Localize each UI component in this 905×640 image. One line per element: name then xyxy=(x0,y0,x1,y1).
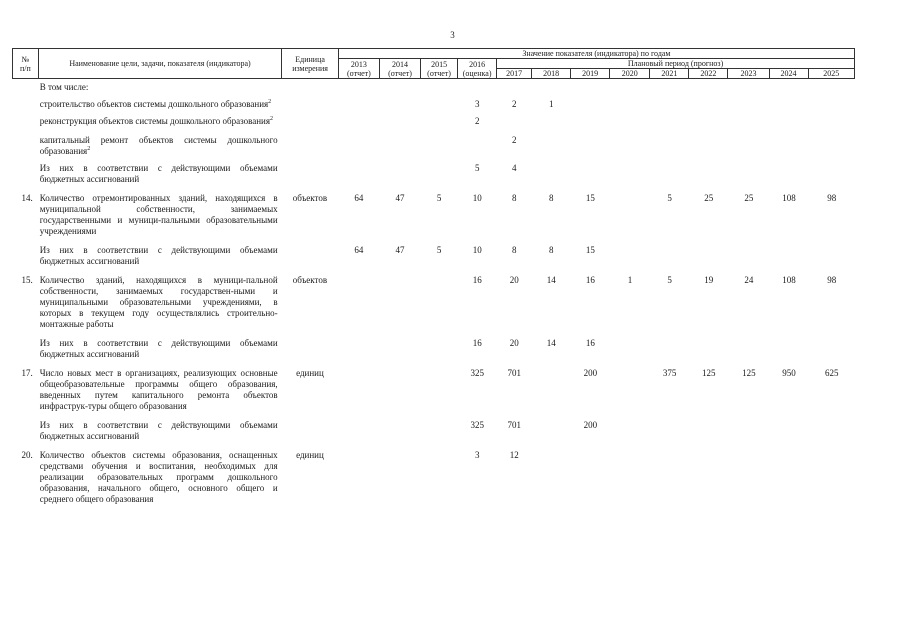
indicator-value xyxy=(728,412,769,442)
indicator-value xyxy=(338,93,379,110)
indicator-value xyxy=(770,157,809,185)
indicator-value xyxy=(770,93,809,110)
indicator-value: 1 xyxy=(627,275,633,285)
indicator-name: Количество отремонтированных зданий, находящихся в муниципальной собственности, занимаемых государственными и муници-пальными образовательными учреждениями xyxy=(39,193,278,236)
unit: единиц xyxy=(296,450,324,460)
indicator-value xyxy=(610,110,650,127)
indicator-value xyxy=(458,82,497,93)
header-plan-title: Плановый период (прогноз) xyxy=(497,59,855,69)
indicator-value xyxy=(770,412,809,442)
indicator-value xyxy=(610,82,650,93)
row-number xyxy=(12,93,38,110)
header-plan-year: 2022 xyxy=(689,69,728,79)
indicator-value: 14 xyxy=(546,275,556,285)
indicator-value xyxy=(770,442,809,505)
indicator-value: 3 xyxy=(474,450,480,460)
unit xyxy=(282,93,339,110)
header-name: Наименование цели, задачи, показателя (индикатора) xyxy=(38,49,282,79)
indicator-name: реконструкция объектов системы дошкольного образования$^2$ xyxy=(39,116,273,126)
indicator-value: 5 xyxy=(474,163,480,173)
indicator-value xyxy=(689,237,728,267)
indicator-value xyxy=(610,93,650,110)
indicator-value xyxy=(650,93,689,110)
header-year: 2015 (отчет) xyxy=(421,59,458,79)
indicator-value xyxy=(532,442,571,505)
header-num: № п/п xyxy=(13,49,39,79)
indicator-value xyxy=(532,127,571,157)
indicator-value xyxy=(689,127,728,157)
header-unit: Единица измерения xyxy=(282,49,339,79)
indicator-value: 108 xyxy=(782,275,796,285)
unit xyxy=(282,110,339,127)
indicator-value xyxy=(497,82,532,93)
indicator-value: 325 xyxy=(470,420,484,430)
indicator-value xyxy=(458,127,497,157)
indicator-value: 10 xyxy=(472,245,482,255)
indicator-value xyxy=(532,412,571,442)
indicator-value xyxy=(338,127,379,157)
table-row xyxy=(12,360,855,412)
indicator-value xyxy=(421,412,458,442)
indicator-value: 25 xyxy=(744,193,754,203)
indicator-value xyxy=(728,93,769,110)
indicator-value xyxy=(689,93,728,110)
indicator-name: капитальный ремонт объектов системы дошкольного образования$^2$ xyxy=(39,135,278,156)
indicator-value xyxy=(379,442,420,505)
indicator-value xyxy=(610,157,650,185)
table-row xyxy=(12,237,855,267)
indicator-value xyxy=(532,360,571,412)
indicator-value: 2 xyxy=(512,135,517,145)
indicator-value: 375 xyxy=(662,368,677,378)
indicator-value xyxy=(650,110,689,127)
indicator-value xyxy=(809,330,855,360)
indicator-value xyxy=(770,82,809,93)
indicator-value: 10 xyxy=(472,193,482,203)
unit: единиц xyxy=(296,368,324,378)
indicator-value xyxy=(532,82,571,93)
indicator-value xyxy=(770,237,809,267)
indicator-value: 1 xyxy=(549,99,554,109)
indicator-value: 98 xyxy=(827,275,837,285)
indicator-value xyxy=(379,110,420,127)
indicator-value xyxy=(689,412,728,442)
header-plan-year: 2018 xyxy=(532,69,571,79)
indicator-value xyxy=(728,127,769,157)
row-number xyxy=(12,110,38,127)
header-plan-year: 2025 xyxy=(808,69,854,79)
header-plan-year: 2020 xyxy=(610,69,650,79)
indicator-value xyxy=(338,82,379,93)
indicator-name: строительство объектов системы дошкольного образования$^2$ xyxy=(39,99,272,109)
table-row xyxy=(12,442,855,505)
indicator-value: 950 xyxy=(782,368,796,378)
indicator-value xyxy=(650,330,689,360)
unit xyxy=(282,82,339,93)
indicator-value xyxy=(379,360,420,412)
header-plan-year: 2017 xyxy=(497,69,532,79)
row-number: 15. xyxy=(21,275,33,285)
indicator-value xyxy=(809,93,855,110)
unit xyxy=(282,237,339,267)
indicator-value xyxy=(379,157,420,185)
indicator-name: Из них в соответствии с действующими объемами бюджетных ассигнований xyxy=(39,245,278,266)
header-plan-year: 2021 xyxy=(650,69,689,79)
unit xyxy=(282,157,339,185)
indicator-value xyxy=(571,93,610,110)
indicator-value: 108 xyxy=(782,193,796,203)
indicator-value xyxy=(610,237,650,267)
indicator-value xyxy=(338,412,379,442)
indicator-value xyxy=(338,330,379,360)
indicator-value: 20 xyxy=(509,275,519,285)
indicators-table xyxy=(12,82,855,505)
indicator-name: Число новых мест в организациях, реализующих основные общеобразовательные программы общего образования, введенных путем капитального ремонта объектов инфраструк-туры общего образования xyxy=(39,368,278,411)
indicator-value xyxy=(650,127,689,157)
indicator-value: 125 xyxy=(702,368,716,378)
indicator-value xyxy=(379,93,420,110)
indicator-name: Количество объектов системы образования, оснащенных средствами обучения и воспитания, необходимых для реализации образовательных программ дошкольного образования, начального общего, основного общего и среднего общего образования xyxy=(39,450,278,504)
indicator-value xyxy=(728,330,769,360)
table-row xyxy=(12,330,855,360)
footnote-mark: 2 xyxy=(268,99,272,105)
indicator-value xyxy=(689,330,728,360)
indicator-value xyxy=(809,442,855,505)
indicator-value xyxy=(728,157,769,185)
indicator-value: 3 xyxy=(474,99,480,109)
indicator-value: 200 xyxy=(583,420,598,430)
indicator-value xyxy=(689,110,728,127)
indicator-value xyxy=(421,360,458,412)
row-number: 20. xyxy=(21,450,33,460)
footnote-mark: 2 xyxy=(269,116,273,122)
indicator-value xyxy=(571,442,610,505)
indicator-value: 325 xyxy=(470,368,484,378)
indicator-value xyxy=(571,110,610,127)
indicator-value: 5 xyxy=(667,275,672,285)
indicator-value: 47 xyxy=(395,245,405,255)
unit xyxy=(282,127,339,157)
table-row xyxy=(12,412,855,442)
indicator-value: 8 xyxy=(549,245,554,255)
indicator-value: 625 xyxy=(825,368,839,378)
indicator-value: 701 xyxy=(507,368,521,378)
indicator-value: 8 xyxy=(549,193,554,203)
indicator-value: 4 xyxy=(512,163,517,173)
indicator-value: 200 xyxy=(583,368,598,378)
indicator-value xyxy=(809,157,855,185)
table-header xyxy=(12,48,855,79)
indicator-value xyxy=(421,127,458,157)
indicator-value xyxy=(809,110,855,127)
indicator-value xyxy=(610,360,650,412)
table-row xyxy=(12,93,855,110)
unit: объектов xyxy=(292,275,328,285)
indicator-value xyxy=(379,412,420,442)
indicator-value: 64 xyxy=(354,193,364,203)
indicator-value: 24 xyxy=(744,275,754,285)
indicator-value: 47 xyxy=(395,193,405,203)
table-row xyxy=(12,82,855,93)
header-values-title: Значение показателя (индикатора) по годам xyxy=(338,49,854,59)
table-row xyxy=(12,110,855,127)
indicator-value xyxy=(728,110,769,127)
indicator-value: 12 xyxy=(509,450,519,460)
indicator-value xyxy=(571,127,610,157)
indicator-name: Из них в соответствии с действующими объемами бюджетных ассигнований xyxy=(39,420,278,441)
indicator-value xyxy=(689,442,728,505)
indicator-value xyxy=(770,127,809,157)
indicator-value xyxy=(379,82,420,93)
indicator-value xyxy=(650,157,689,185)
indicator-value xyxy=(421,93,458,110)
indicator-value xyxy=(809,127,855,157)
indicator-value xyxy=(728,82,769,93)
indicator-value xyxy=(338,360,379,412)
indicator-value xyxy=(610,412,650,442)
indicator-name: Количество зданий, находящихся в муници-пальной собственности, занимаемых государствен-ными и муниципальными образовательными учреждениями, в которых в текущем году осуществлялись строительно-монтажные работы xyxy=(39,275,278,329)
row-number xyxy=(12,330,38,360)
indicator-value xyxy=(421,157,458,185)
indicator-value: 98 xyxy=(827,193,837,203)
unit xyxy=(282,412,339,442)
indicator-name: Из них в соответствии с действующими объемами бюджетных ассигнований xyxy=(39,163,278,184)
indicator-value: 16 xyxy=(472,275,482,285)
header-year: 2014 (отчет) xyxy=(379,59,420,79)
indicator-value xyxy=(650,82,689,93)
row-number xyxy=(12,82,38,93)
row-number xyxy=(12,157,38,185)
unit: объектов xyxy=(292,193,328,203)
header-plan-year: 2023 xyxy=(728,69,769,79)
indicator-name: Из них в соответствии с действующими объемами бюджетных ассигнований xyxy=(39,338,278,359)
indicator-value xyxy=(571,82,610,93)
indicator-value: 2 xyxy=(474,116,480,126)
indicator-value xyxy=(650,442,689,505)
indicator-value xyxy=(809,412,855,442)
indicator-value: 15 xyxy=(585,193,595,203)
page-number: 3 xyxy=(450,30,455,40)
indicator-value xyxy=(421,442,458,505)
table-row xyxy=(12,185,855,237)
header-plan-year: 2024 xyxy=(769,69,808,79)
indicator-value xyxy=(610,185,650,237)
indicator-value: 16 xyxy=(472,338,482,348)
table-row xyxy=(12,157,855,185)
indicator-value xyxy=(532,110,571,127)
indicator-value xyxy=(728,237,769,267)
indicator-value xyxy=(571,157,610,185)
indicator-value: 8 xyxy=(512,193,517,203)
indicator-value xyxy=(809,237,855,267)
table-row xyxy=(12,267,855,330)
indicator-value xyxy=(421,110,458,127)
row-number: 14. xyxy=(21,193,33,203)
indicator-value: 14 xyxy=(546,338,556,348)
indicator-value: 5 xyxy=(436,193,442,203)
row-number xyxy=(12,237,38,267)
header-year: 2016 (оценка) xyxy=(458,59,497,79)
indicator-value xyxy=(338,110,379,127)
indicator-value xyxy=(338,442,379,505)
indicator-value xyxy=(689,82,728,93)
indicator-value xyxy=(421,330,458,360)
indicator-value xyxy=(610,330,650,360)
indicator-value: 16 xyxy=(585,338,595,348)
indicator-value xyxy=(650,412,689,442)
indicator-value: 5 xyxy=(667,193,672,203)
indicator-value: 20 xyxy=(509,338,519,348)
indicator-value xyxy=(770,110,809,127)
indicator-value: 8 xyxy=(512,245,517,255)
indicator-value: 5 xyxy=(436,245,442,255)
indicator-value: 2 xyxy=(512,99,517,109)
footnote-mark: 2 xyxy=(87,146,91,152)
row-number: 17. xyxy=(21,368,33,378)
indicator-value xyxy=(338,157,379,185)
indicator-value xyxy=(650,237,689,267)
header-plan-year: 2019 xyxy=(571,69,610,79)
indicator-value: 15 xyxy=(585,245,595,255)
indicator-value xyxy=(689,157,728,185)
indicator-value: 125 xyxy=(742,368,756,378)
indicator-value xyxy=(610,442,650,505)
indicator-value xyxy=(421,267,458,330)
indicator-value xyxy=(809,82,855,93)
indicator-value: 16 xyxy=(585,275,595,285)
indicator-name: В том числе: xyxy=(39,82,89,92)
indicator-value xyxy=(421,82,458,93)
row-number xyxy=(12,412,38,442)
unit xyxy=(282,330,339,360)
indicator-value xyxy=(338,267,379,330)
indicator-value xyxy=(728,442,769,505)
table-row xyxy=(12,127,855,157)
indicator-value xyxy=(379,267,420,330)
indicator-value: 701 xyxy=(507,420,521,430)
indicator-value xyxy=(379,127,420,157)
indicator-value xyxy=(770,330,809,360)
header-year: 2013 (отчет) xyxy=(338,59,379,79)
indicator-value xyxy=(532,157,571,185)
indicator-value xyxy=(610,127,650,157)
indicator-value xyxy=(379,330,420,360)
indicator-value: 25 xyxy=(704,193,714,203)
row-number xyxy=(12,127,38,157)
indicator-value: 64 xyxy=(354,245,364,255)
indicator-value xyxy=(497,110,532,127)
indicator-value: 19 xyxy=(704,275,714,285)
